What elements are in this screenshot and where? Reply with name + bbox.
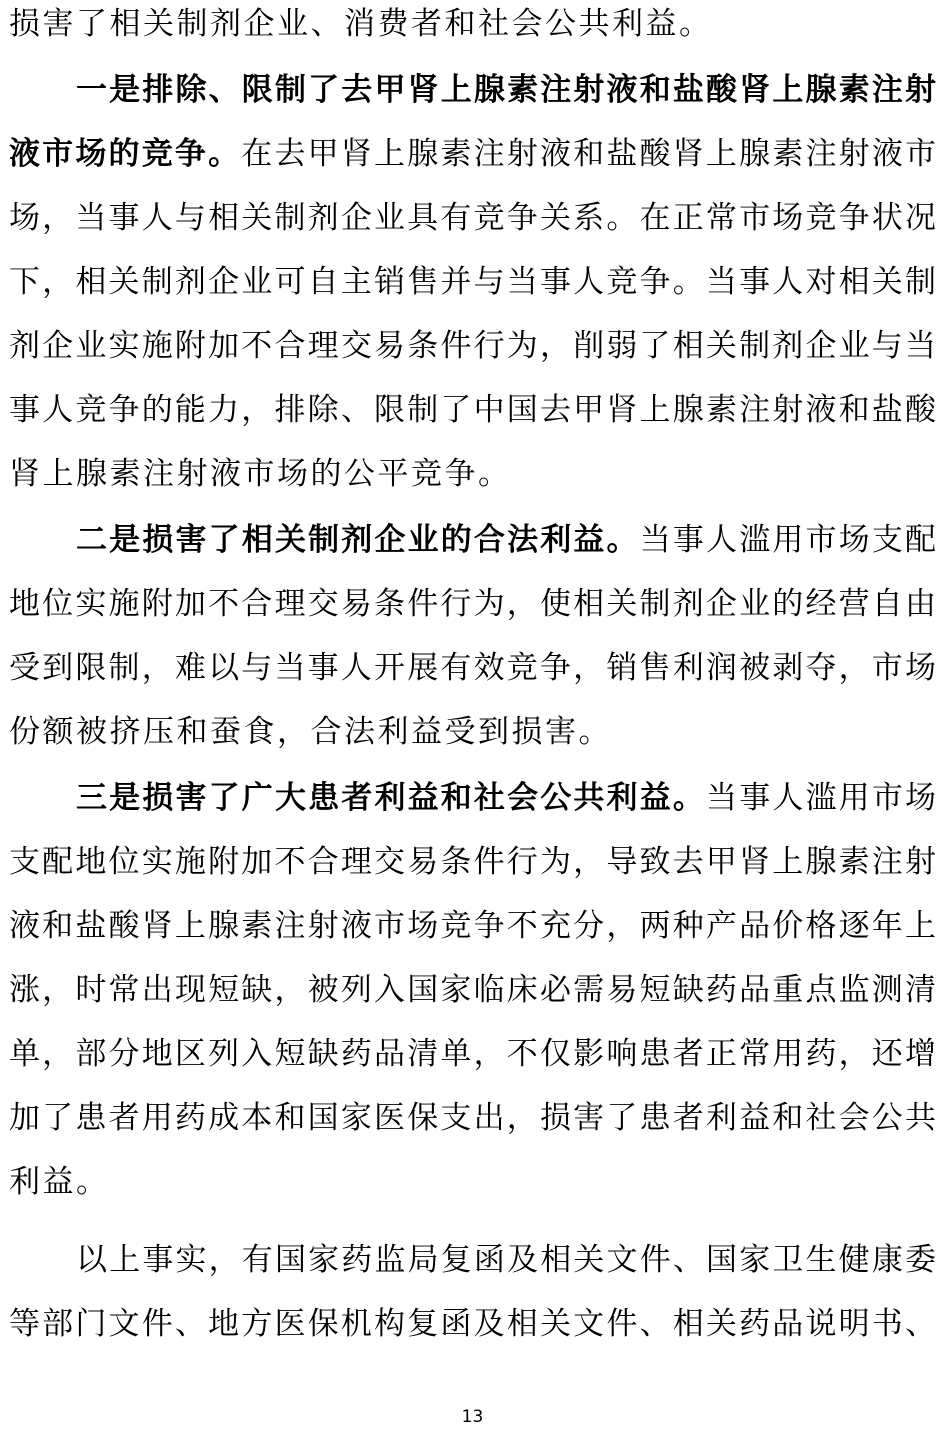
text-segment: 场，当事人与相关制剂企业具有竞争关系。在正常市场竞争状况 <box>9 200 936 236</box>
bold-heading-text: 二是损害了相关制剂企业的合法利益。 <box>76 522 640 558</box>
text-segment: 事人竞争的能力，排除、限制了中国去甲肾上腺素注射液和盐酸 <box>9 392 936 428</box>
text-line <box>9 450 936 498</box>
text-line <box>9 966 936 1014</box>
text-line <box>9 838 936 886</box>
heading-line-1 <box>76 66 936 114</box>
heading-line-2 <box>76 516 936 564</box>
text-segment: 单，部分地区列入短缺药品清单，不仅影响患者正常用药，还增 <box>9 1036 936 1072</box>
bold-heading-text: 一是排除、限制了去甲肾上腺素注射液和盐酸肾上腺素注射 <box>76 72 936 108</box>
text-segment: 剂企业实施附加不合理交易条件行为，削弱了相关制剂企业与当 <box>9 328 936 364</box>
bold-heading-text: 液市场的竞争。 <box>9 136 242 172</box>
text-line <box>9 322 936 370</box>
text-segment: 损害了相关制剂企业、消费者和社会公共利益。 <box>9 6 713 42</box>
text-line <box>9 580 936 628</box>
text-segment: 地位实施附加不合理交易条件行为，使相关制剂企业的经营自由 <box>9 586 936 622</box>
page-number: 13 <box>461 1407 484 1427</box>
heading-line-3 <box>76 774 936 822</box>
text-line <box>9 902 936 950</box>
bold-heading-text: 三是损害了广大患者利益和社会公共利益。 <box>76 780 707 816</box>
text-segment: 等部门文件、地方医保机构复函及相关文件、相关药品说明书、 <box>9 1306 936 1342</box>
text-line <box>9 1300 936 1348</box>
text-segment: 液和盐酸肾上腺素注射液市场竞争不充分，两种产品价格逐年上 <box>9 908 936 944</box>
text-segment: 利益。 <box>9 1164 110 1200</box>
text-line <box>9 194 936 242</box>
text-segment: 以上事实，有国家药监局复函及相关文件、国家卫生健康委 <box>76 1242 936 1278</box>
text-segment: 涨，时常出现短缺，被列入国家临床必需易短缺药品重点监测清 <box>9 972 936 1008</box>
text-line <box>9 258 936 306</box>
text-segment: 受到限制，难以与当事人开展有效竞争，销售利润被剥夺，市场 <box>9 650 936 686</box>
text-line <box>9 0 936 48</box>
text-segment: 当事人滥用市场支配 <box>639 522 936 558</box>
text-line <box>9 1094 936 1142</box>
text-segment: 支配地位实施附加不合理交易条件行为，导致去甲肾上腺素注射 <box>9 844 936 880</box>
text-line <box>9 386 936 434</box>
text-segment: 加了患者用药成本和国家医保支出，损害了患者利益和社会公共 <box>9 1100 936 1136</box>
text-segment: 下，相关制剂企业可自主销售并与当事人竞争。当事人对相关制 <box>9 264 936 300</box>
text-line <box>9 644 936 692</box>
text-line <box>9 1030 936 1078</box>
text-segment: 在去甲肾上腺素注射液和盐酸肾上腺素注射液市 <box>241 136 936 172</box>
text-segment: 份额被挤压和蚕食，合法利益受到损害。 <box>9 714 612 750</box>
text-segment: 肾上腺素注射液市场的公平竞争。 <box>9 456 512 492</box>
paragraph-start-line <box>76 1236 936 1284</box>
text-line <box>9 1158 936 1206</box>
text-line <box>9 130 936 178</box>
text-line <box>9 708 936 756</box>
text-segment: 当事人滥用市场 <box>706 780 937 816</box>
